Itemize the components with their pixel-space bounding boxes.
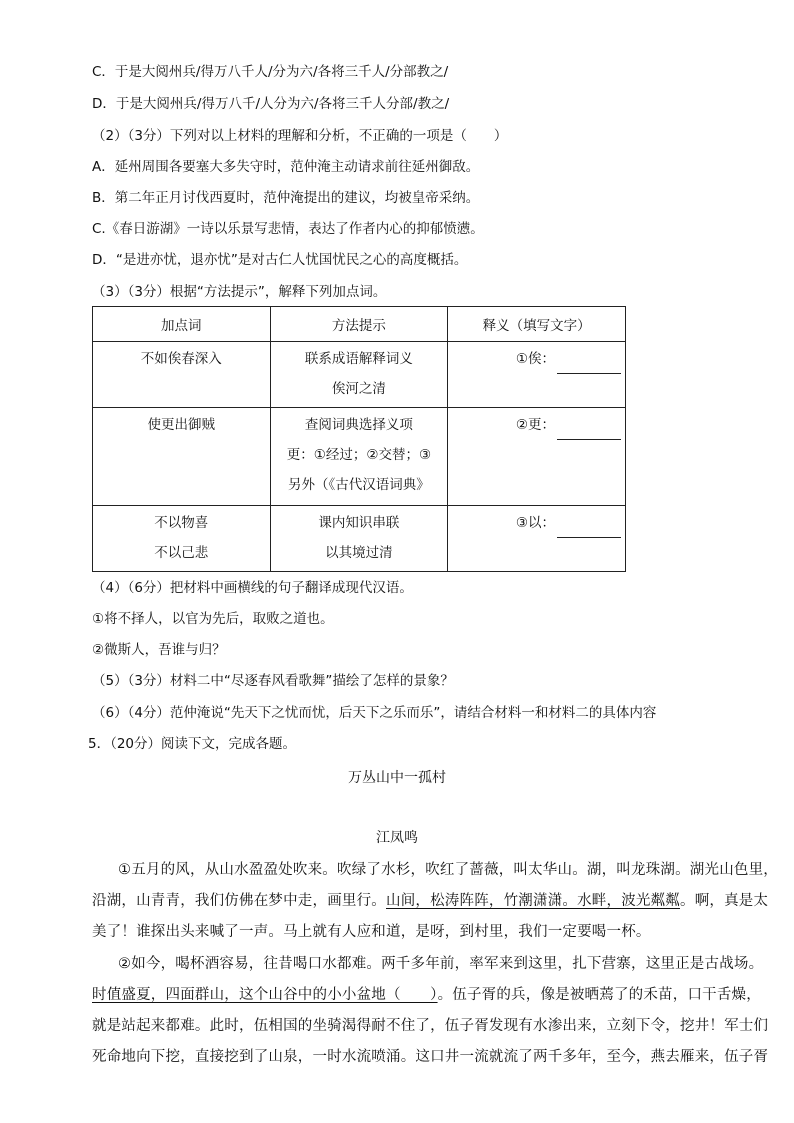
row3-answer: [448, 506, 626, 572]
p1-underlined-sentence: 山间，松涛阵阵，竹潮潇潇。水畔，波光粼粼: [386, 893, 680, 909]
question-6-stem: （6）（4分）范仲淹说“先天下之忧而忧，后天下之乐而乐”，请结合材料一和材料二的具体内容: [92, 705, 657, 721]
paragraph-2-line-3: 就是站起来都难。此时，伍相国的坐骑渴得耐不住了，伍子胥发现有水渗出来，立刻下令，挖井！军士们: [92, 1018, 769, 1034]
row2-hint-line2: 更：①经过；②交替；③: [286, 447, 432, 463]
row2-word: [93, 408, 271, 506]
question-2-option-b: B．第二年正月讨伐西夏时，范仲淹提出的建议，均被皇帝采纳。: [92, 190, 480, 206]
question-2-option-a: A．延州周围各要塞大多失守时，范仲淹主动请求前往延州御敌。: [92, 159, 480, 175]
row1-answer-blank[interactable]: [557, 359, 621, 374]
question-2-stem: （2）（3分）下列对以上材料的理解和分析，不正确的一项是（ ）: [92, 128, 508, 144]
article-author: 江凤鸣: [376, 830, 418, 846]
row1-answer: [448, 342, 626, 408]
row3-word-line1: 不以物喜: [154, 515, 209, 531]
table-header-row: [93, 307, 626, 342]
option-d: D．于是大阅州兵/得万八千/人分为六/各将三千人分部/教之/: [92, 96, 450, 112]
header-word: 加点词: [93, 307, 271, 342]
row1-hint-line2: 俟河之清: [331, 381, 386, 397]
row1-word-text: 不如俟春深入: [140, 351, 222, 367]
row3-hint: [270, 506, 448, 572]
paragraph-2-line-2: [92, 984, 761, 1006]
row1-answer-label: ①俟：: [515, 351, 555, 367]
p2-underlined-sentence: 时值盛夏，四面群山，这个山谷中的小小盆地（ ）: [92, 987, 438, 1003]
row2-hint-line3: 另外（《古代汉语词典》: [288, 477, 430, 493]
row2-answer-label: ②更：: [515, 417, 555, 433]
section-5-stem: 5．（20分）阅读下文，完成各题。: [88, 736, 297, 752]
row2-answer: [448, 408, 626, 506]
question-4-sentence-2: ②微斯人，吾谁与归？: [92, 642, 226, 658]
question-3-stem: （3）（3分）根据“方法提示”，解释下列加点词。: [92, 284, 387, 300]
row2-hint-line1: 查阅词典选择义项: [304, 417, 413, 433]
row2-answer-blank[interactable]: [557, 425, 621, 440]
p1-line2-start: 沿湖，山青青，我们仿佛在梦中走，画里行。: [92, 893, 386, 909]
paragraph-2-line-1: ②如今，喝杯酒容易，往昔喝口水都难。两千多年前，率军来到这里，扎下营寨，这里正是古战场。: [118, 956, 764, 972]
question-4-sentence-1: ①将不择人，以官为先后，取败之道也。: [92, 611, 334, 627]
header-meaning: 释义（填写文字）: [448, 307, 626, 342]
table-row: [93, 342, 626, 408]
row3-answer-blank[interactable]: [557, 523, 621, 538]
paragraph-1-line-2: [92, 890, 768, 912]
paragraph-1-line-1: ①五月的风，从山水盈盈处吹来。吹绿了水杉，吹红了蔷薇，叫太华山。湖，叫龙珠湖。湖光山色里，: [118, 862, 778, 878]
p2-line2-end: 。伍子胥的兵，像是被晒蔫了的禾苗，口干舌燥，: [437, 987, 761, 1003]
row1-hint-line1: 联系成语解释词义: [304, 351, 413, 367]
row3-answer-label: ③以：: [515, 515, 555, 531]
question-5-stem: （5）（3分）材料二中“尽逐春风看歌舞”描绘了怎样的景象？: [92, 673, 454, 689]
question-4-stem: （4）（6分）把材料中画横线的句子翻译成现代汉语。: [92, 580, 413, 596]
method-table: [92, 306, 626, 572]
question-2-option-d: D．“是进亦忧，退亦忧”是对古仁人忧国忧民之心的高度概括。: [92, 252, 468, 268]
question-2-option-c: C.《春日游湖》一诗以乐景写悲情，表达了作者内心的抑郁愤懑。: [92, 221, 484, 237]
row3-hint-line2: 以其境过清: [325, 545, 393, 561]
row3-word: [93, 506, 271, 572]
row3-word-line2: 不以己悲: [154, 545, 209, 561]
paragraph-2-line-4: 死命地向下挖，直接挖到了山泉，一时水流喷涌。这口井一流就流了两千多年，至今，燕去雁来，伍子胥: [92, 1049, 769, 1065]
option-c: C．于是大阅州兵/得万八千人/分为六/各将三千人/分部教之/: [92, 64, 449, 80]
p1-line2-end: 。啊，真是太: [680, 893, 769, 909]
row2-hint: [270, 408, 448, 506]
row1-hint: [270, 342, 448, 408]
article-title: 万丛山中一孤村: [348, 770, 446, 786]
header-hint: 方法提示: [270, 307, 448, 342]
row3-hint-line1: 课内知识串联: [318, 515, 400, 531]
table-row: [93, 408, 626, 506]
paragraph-1-line-3: 美了！谁探出头来喊了一声。马上就有人应和道，是呀，到村里，我们一定要喝一杯。: [92, 924, 651, 940]
row1-word: [93, 342, 271, 408]
row2-word-text: 使更出御贼: [147, 417, 216, 433]
table-row: [93, 506, 626, 572]
